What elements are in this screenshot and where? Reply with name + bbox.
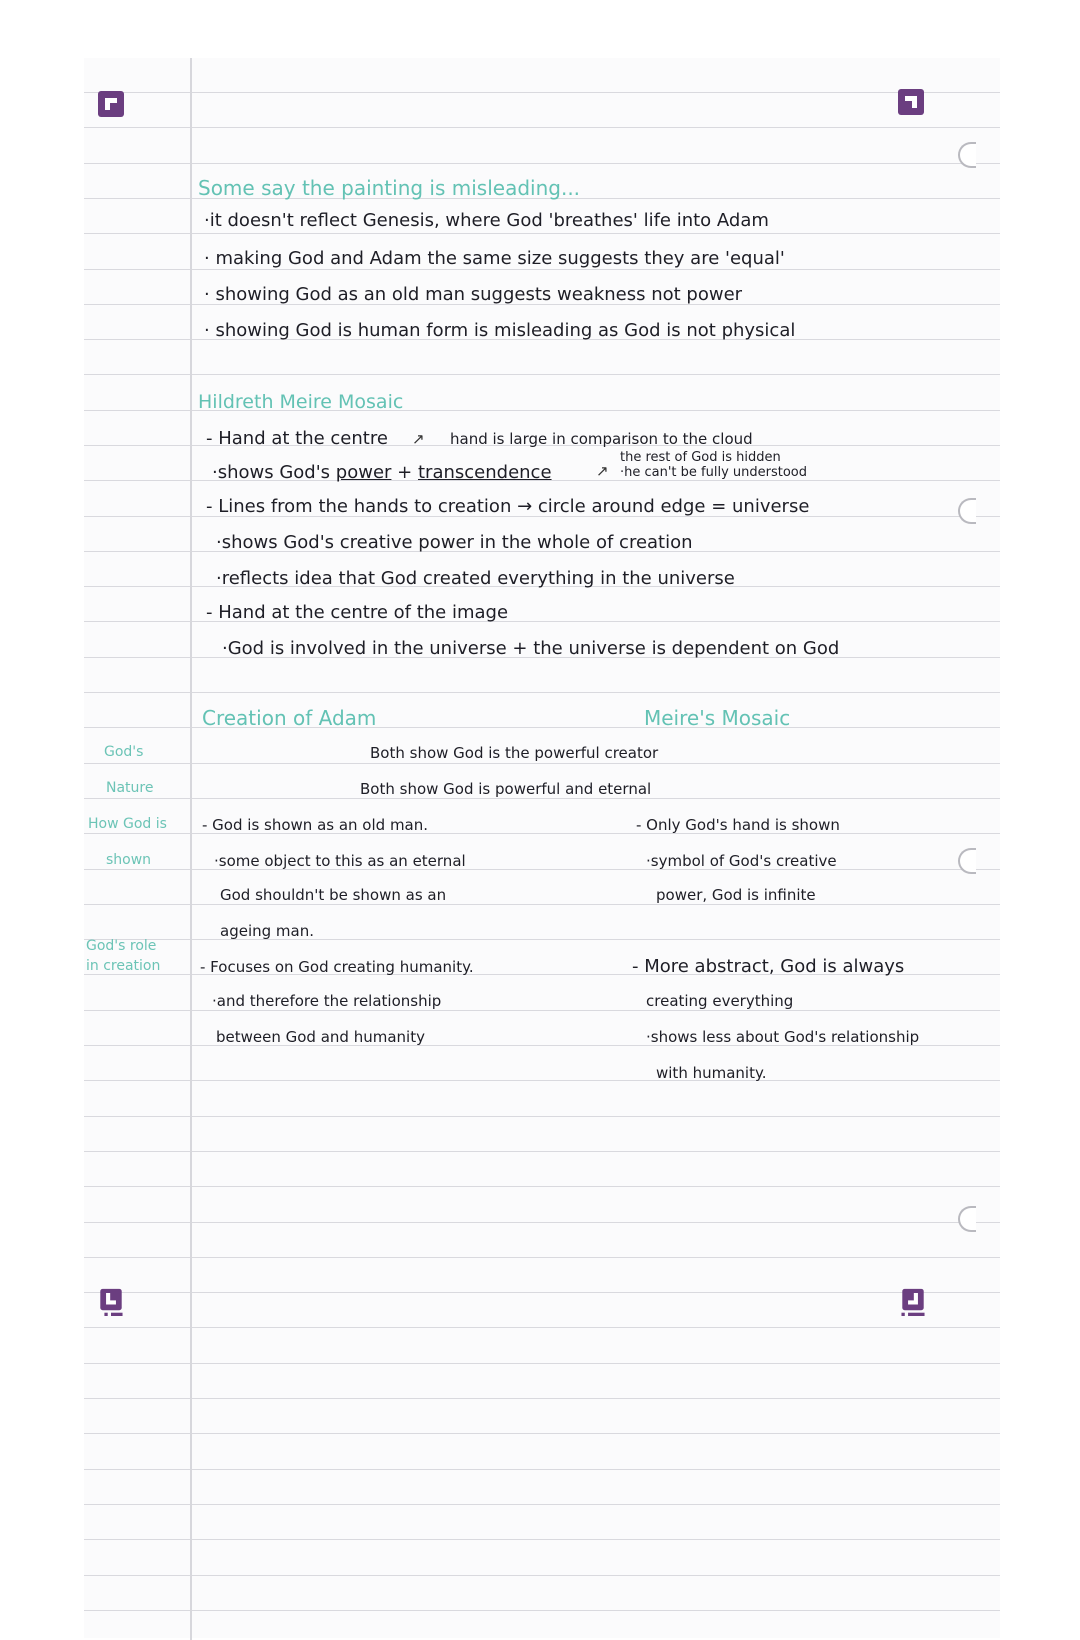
note-line: ·shows God's creative power in the whole of creation [216,532,693,553]
ruled-line [84,1575,1000,1576]
ruled-line [84,1610,1000,1611]
note-line: hand is large in comparison to the cloud [450,430,753,448]
ruled-line [84,1539,1000,1540]
meire-heading: Hildreth Meire Mosaic [198,391,404,413]
creation-of-adam-heading: Creation of Adam [202,706,377,730]
misleading-point: ·it doesn't reflect Genesis, where God 'breathes' life into Adam [204,210,769,231]
margin-line [190,58,192,1640]
meire-shown-line: ·symbol of God's creative [646,852,837,870]
misleading-point: · showing God is human form is misleading as God is not physical [204,320,796,341]
meire-mosaic-heading: Meire's Mosaic [644,706,791,730]
ruled-line [84,1257,1000,1258]
adam-role-line: - Focuses on God creating humanity. [200,958,474,976]
ruled-line [84,163,1000,164]
note-line: ·he can't be fully understood [620,465,808,480]
note-line: - Hand at the centre [206,428,388,449]
side-label: God's [104,744,144,760]
side-label: Nature [106,780,154,796]
corner-marker-icon [97,90,125,118]
meire-shown-line: power, God is infinite [656,886,816,904]
note-line: - Hand at the centre of the image [206,602,509,623]
side-label: How God is [88,816,167,832]
note-line: Both show God is powerful and eternal [360,780,652,798]
meire-role-line: - More abstract, God is always [632,956,905,977]
note-text: ·shows God's [212,462,331,483]
ruled-line [84,1151,1000,1152]
side-label: in creation [86,958,161,974]
note-line [212,462,552,484]
ruled-line [84,127,1000,128]
note-line: the rest of God is hidden [620,450,781,465]
ruled-line [84,92,1000,93]
note-line: - Lines from the hands to creation → circle around edge = universe [206,496,810,517]
ruled-line [84,374,1000,375]
ruled-line [84,1222,1000,1223]
adam-role-line: between God and humanity [216,1028,425,1046]
ruled-line [84,1398,1000,1399]
misleading-point: · showing God as an old man suggests weakness not power [204,284,743,305]
corner-marker-icon [897,88,925,116]
side-label: God's role [86,938,157,954]
adam-shown-line: ageing man. [220,922,314,940]
adam-shown-line: ·some object to this as an eternal [214,852,466,870]
note-text: power [335,462,392,483]
ruled-line [84,1363,1000,1364]
misleading-point: · making God and Adam the same size suggests they are 'equal' [204,248,785,269]
ruled-line [84,763,1000,764]
meire-role-line: ·shows less about God's relationship [646,1028,920,1046]
side-label: shown [106,852,152,868]
ruled-line [84,798,1000,799]
note-line: ·reflects idea that God created everything in the universe [216,568,735,589]
ruled-line [84,1292,1000,1293]
ruled-line [84,692,1000,693]
corner-marker-icon [899,1288,927,1316]
note-text: transcendence [418,462,552,483]
note-line: Both show God is the powerful creator [370,744,659,762]
adam-role-line: ·and therefore the relationship [212,992,442,1010]
meire-role-line: with humanity. [656,1064,767,1082]
ruled-line [84,1010,1000,1011]
adam-shown-line: - God is shown as an old man. [202,816,429,834]
ruled-line [84,1469,1000,1470]
arrow-icon: ↗ [412,430,425,448]
corner-marker-icon [97,1288,125,1316]
ruled-line [84,1327,1000,1328]
misleading-heading: Some say the painting is misleading... [198,176,581,200]
note-line: ·God is involved in the universe + the universe is dependent on God [222,638,840,659]
ruled-line [84,1433,1000,1434]
meire-role-line: creating everything [646,992,794,1010]
ruled-line [84,904,1000,905]
arrow-icon: ↗ [596,462,609,480]
ruled-line [84,233,1000,234]
adam-shown-line: God shouldn't be shown as an [220,886,447,904]
ruled-line [84,1186,1000,1187]
meire-shown-line: - Only God's hand is shown [636,816,840,834]
ruled-line [84,1080,1000,1081]
ruled-line [84,1504,1000,1505]
note-text: + [397,462,413,483]
ruled-line [84,1116,1000,1117]
